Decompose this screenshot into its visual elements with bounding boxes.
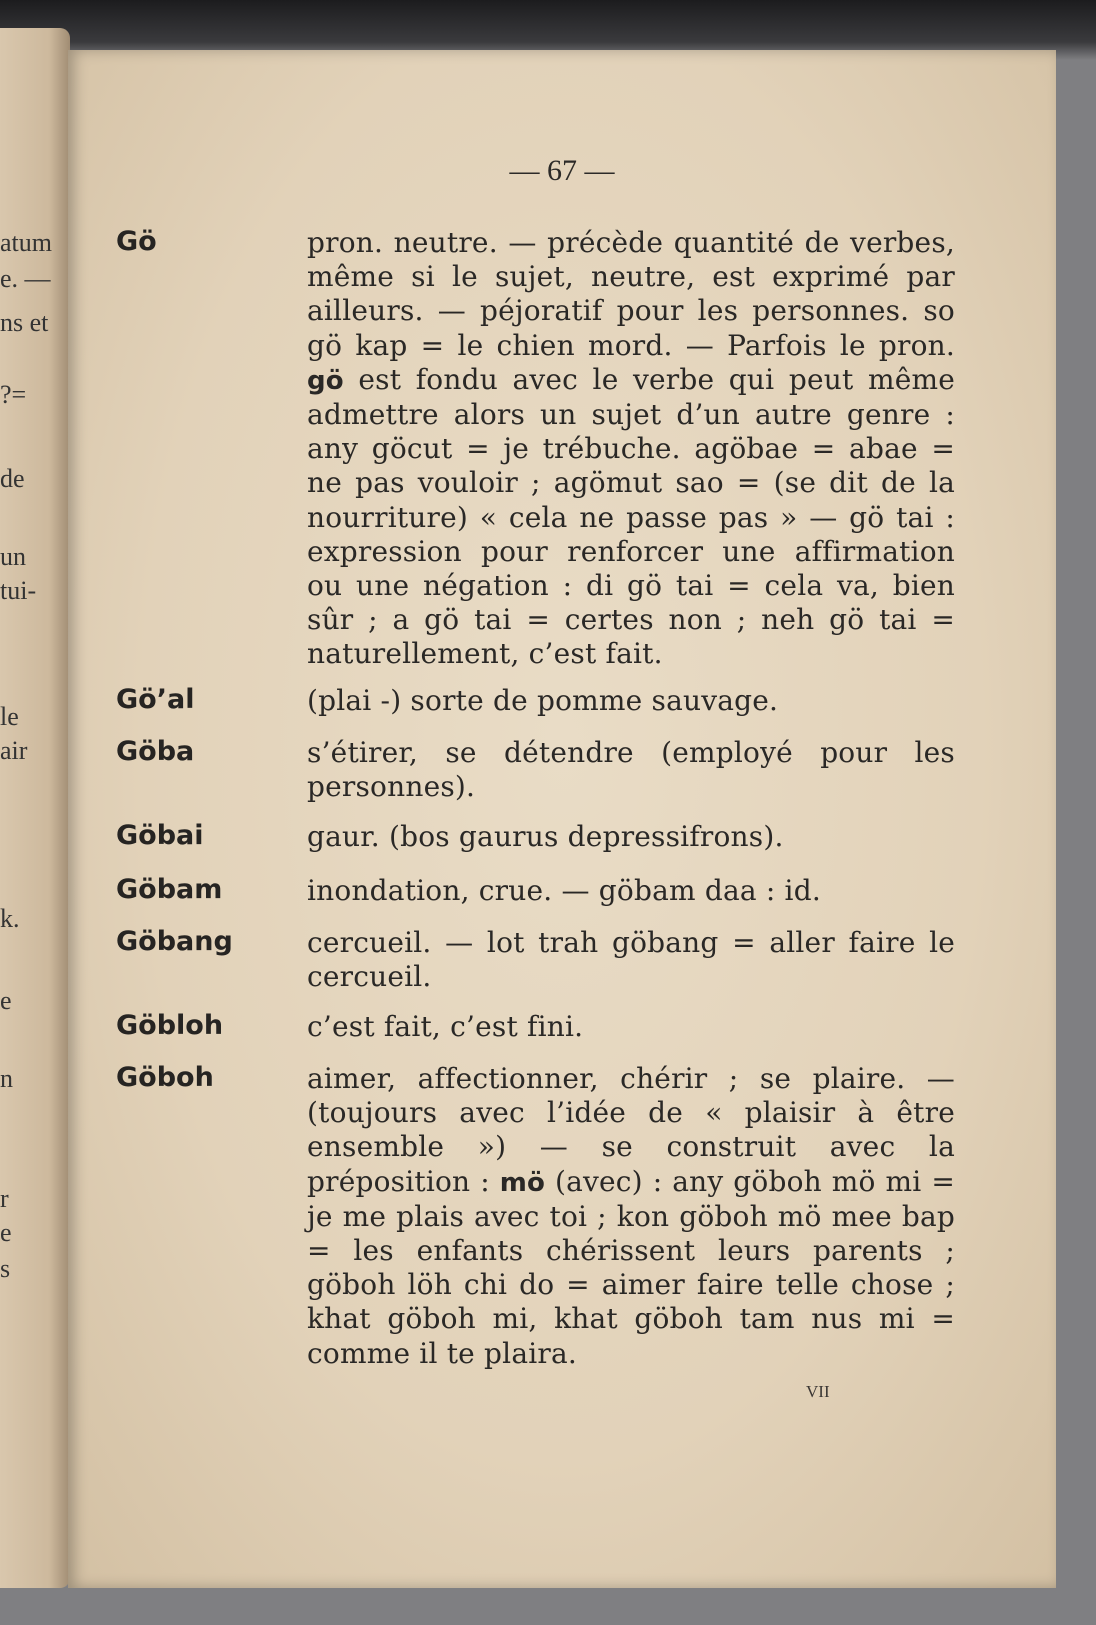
left-fragment: le [0,702,19,731]
left-fragment: un [0,542,26,571]
left-fragment: atum [0,228,52,257]
definition: (plai -) sorte de pomme sauvage. [307,684,779,717]
left-fragment: tui- [0,576,37,605]
definition: c’est fait, c’est fini. [307,1010,584,1043]
headword: Göbam [116,874,223,905]
left-fragment: s [0,1254,11,1283]
left-fragment: air [0,736,28,765]
page-number: — 67 — [509,154,615,187]
left-fragment: ns et [0,308,49,337]
headword: Göboh [116,1062,214,1093]
left-fragment: e [0,986,12,1015]
definition: inondation, crue. — göbam daa : id. [307,874,821,907]
left-fragment: n [0,1064,13,1093]
left-fragment: e. — [0,264,51,293]
headword: Göbang [116,926,233,957]
definition: gaur. (bos gaurus depressifrons). [307,820,784,853]
definition: s’étirer, se détendre (employé pour les personnes). [307,736,955,804]
left-fragment: k. [0,904,20,933]
headword: Göba [116,736,195,767]
signature-mark: VII [806,1382,830,1401]
headword: Göbloh [116,1010,224,1041]
headword: Gö’al [116,684,195,715]
headword: Göbai [116,820,204,851]
left-fragment: ?= [0,380,27,409]
definition: pron. neutre. — précède quantité de verbes, même si le sujet, neutre, est exprimé par ailleurs. — péjoratif pour les personnes. so gö kap = le chien mord. — Parfois le pron. gö est fondu avec le verbe qui peut même admettre alors un sujet d’un autre genre : any göcut = je trébuche. agöbae = abae = ne pas vouloir ; agömut sao = (se dit de la nourriture) « cela ne passe pas » — gö tai : expression pour renforcer une affirmation ou une négation : di gö tai = cela va, bien sûr ; a gö tai = certes non ; neh gö tai = naturellement, c’est fait. [307,226,955,671]
definition: aimer, affectionner, chérir ; se plaire. — (toujours avec l’idée de « plaisir à être ensemble ») — se construit avec la préposition : mö (avec) : any göboh mö mi = je me plais avec toi ; kon göboh mö mee bap = les enfants chérissent leurs parents ; göboh löh chi do = aimer faire telle chose ; khat göboh mi, khat göboh tam nus mi = comme il te plaira. [307,1062,955,1370]
left-page-edge [0,28,70,1588]
left-fragment: de [0,464,25,493]
definition: cercueil. — lot trah göbang = aller faire le cercueil. [307,926,955,994]
left-fragment: e [0,1218,12,1247]
dictionary-page [68,50,1056,1588]
headword: Gö [116,226,157,257]
left-fragment: r [0,1184,9,1213]
